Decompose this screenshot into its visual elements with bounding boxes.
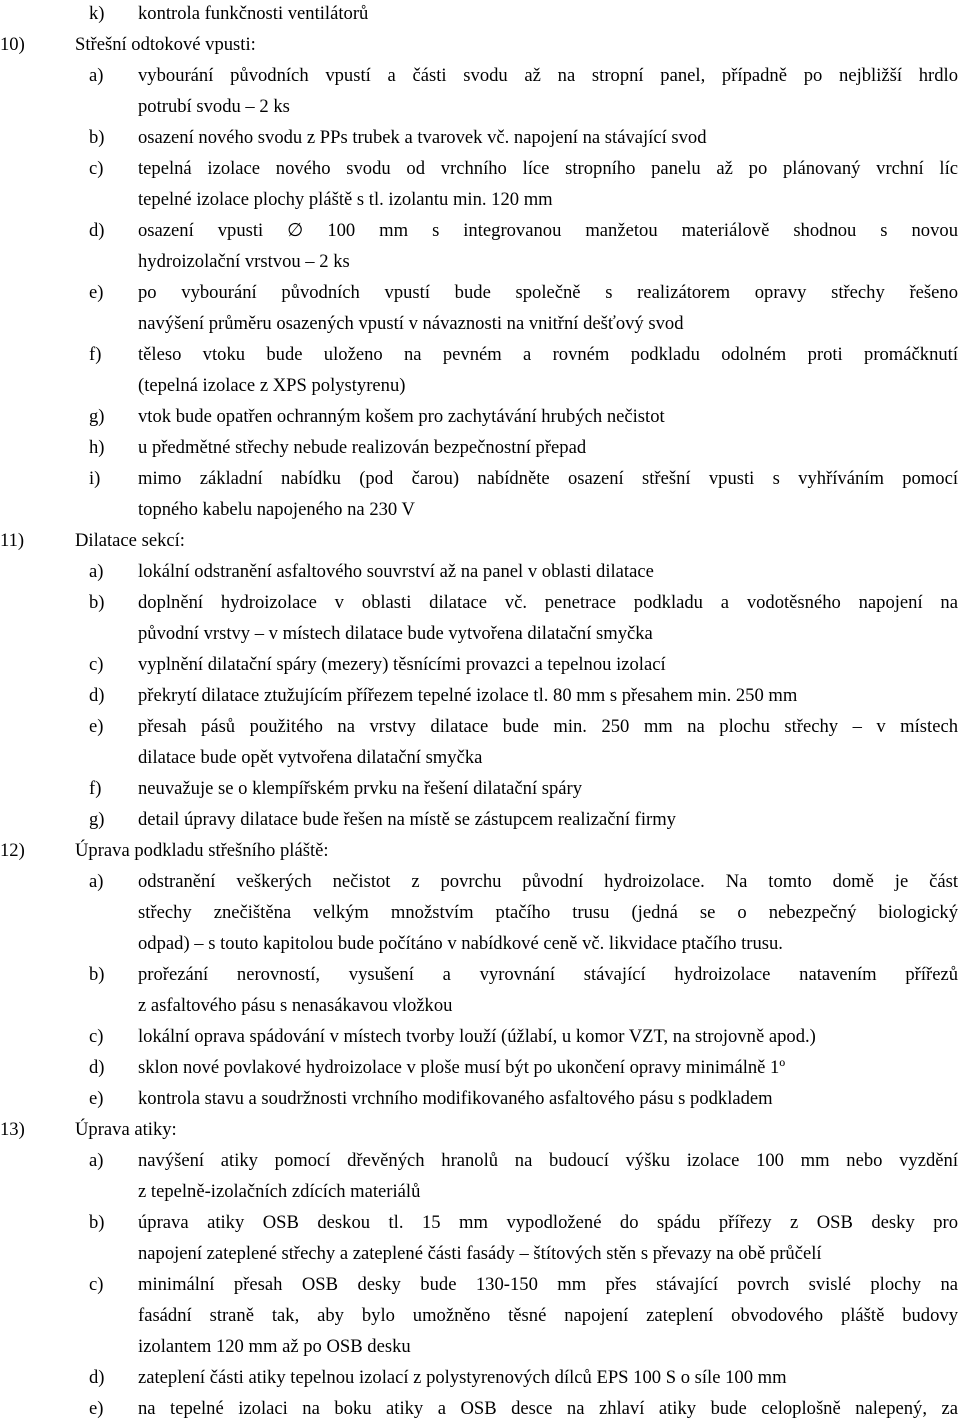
list-item-continuation bbox=[0, 91, 960, 122]
item-text: z asfaltového pásu s nenasákavou vložkou bbox=[138, 995, 453, 1016]
list-item-continuation bbox=[0, 1300, 960, 1331]
item-text: lokální oprava spádování v místech tvorby louží (úžlabí, u komor VZT, na strojovně apod.) bbox=[138, 1026, 816, 1047]
item-letter: c) bbox=[89, 158, 104, 179]
list-item-continuation bbox=[0, 184, 960, 215]
item-text: překrytí dilatace ztužujícím přířezem tepelné izolace tl. 80 mm s přesahem min. 250 mm bbox=[138, 685, 798, 706]
list-item bbox=[0, 1393, 960, 1424]
item-letter: b) bbox=[89, 1212, 105, 1233]
item-text: prořezání nerovností, vysušení a vyrovnání stávající hydroizolace natavením přířezů bbox=[138, 964, 958, 985]
item-text: z tepelně-izolačních zdících materiálů bbox=[138, 1181, 421, 1202]
list-item-continuation bbox=[0, 370, 960, 401]
list-item bbox=[0, 711, 960, 742]
item-text: původní vrstvy – v místech dilatace bude vytvořena dilatační smyčka bbox=[138, 623, 653, 644]
item-text: detail úpravy dilatace bude řešen na místě se zástupcem realizační firmy bbox=[138, 809, 676, 830]
list-item-continuation bbox=[0, 928, 960, 959]
item-text: topného kabelu napojeného na 230 V bbox=[138, 499, 415, 520]
list-item bbox=[0, 1362, 960, 1393]
list-item bbox=[0, 1269, 960, 1300]
list-item bbox=[0, 959, 960, 990]
item-letter: c) bbox=[89, 1274, 104, 1295]
list-item-continuation bbox=[0, 990, 960, 1021]
item-letter: g) bbox=[89, 809, 105, 830]
list-item bbox=[0, 463, 960, 494]
list-item bbox=[0, 680, 960, 711]
item-text: tepelná izolace nového svodu od vrchního líce stropního panelu až po plánovaný vrchní líc bbox=[138, 158, 958, 179]
item-letter: e) bbox=[89, 282, 104, 303]
item-letter: k) bbox=[89, 3, 105, 24]
item-letter: b) bbox=[89, 592, 105, 613]
section-heading bbox=[0, 29, 960, 60]
item-text: střechy znečištěna velkým množstvím ptačího trusu (jedná se o nebezpečný biologický bbox=[138, 902, 958, 923]
item-letter: i) bbox=[89, 468, 101, 489]
list-item-continuation bbox=[0, 308, 960, 339]
list-item-continuation bbox=[0, 1331, 960, 1362]
item-letter: b) bbox=[89, 127, 105, 148]
section-number: 13) bbox=[0, 1119, 25, 1140]
item-letter: e) bbox=[89, 716, 104, 737]
item-text: na tepelné izolaci na boku atiky a OSB desce na zhlaví atiky bude celoplošně nalepený, za bbox=[138, 1398, 958, 1419]
item-text: kontrola stavu a soudržnosti vrchního modifikovaného asfaltového pásu s podkladem bbox=[138, 1088, 773, 1109]
item-text: navýšení atiky pomocí dřevěných hranolů na budoucí výšku izolace 100 mm nebo vyzdění bbox=[138, 1150, 958, 1171]
list-item-continuation bbox=[0, 618, 960, 649]
section-number: 11) bbox=[0, 530, 25, 551]
item-text: napojení zateplené střechy a zateplené části fasády – štítových stěn s převazy na obě průčelí bbox=[138, 1243, 822, 1264]
item-letter: a) bbox=[89, 871, 104, 892]
list-item bbox=[0, 649, 960, 680]
item-text: úprava atiky OSB deskou tl. 15 mm vypodložené do spádu přířezy z OSB desky pro bbox=[138, 1212, 958, 1233]
list-item-continuation bbox=[0, 897, 960, 928]
item-text: u předmětné střechy nebude realizován bezpečnostní přepad bbox=[138, 437, 587, 458]
item-text: sklon nové povlakové hydroizolace v ploše musí být po ukončení opravy minimálně 1º bbox=[138, 1057, 786, 1078]
list-item bbox=[0, 866, 960, 897]
item-letter: e) bbox=[89, 1088, 104, 1109]
item-text: hydroizolační vrstvou – 2 ks bbox=[138, 251, 350, 272]
item-text: dilatace bude opět vytvořena dilatační smyčka bbox=[138, 747, 483, 768]
list-item bbox=[0, 339, 960, 370]
item-text: osazení vpusti ∅ 100 mm s integrovanou manžetou materiálově shodnou s novou bbox=[138, 220, 958, 241]
item-text: minimální přesah OSB desky bude 130-150 mm přes stávající povrch svislé plochy na bbox=[138, 1274, 958, 1295]
list-item bbox=[0, 773, 960, 804]
list-item bbox=[0, 432, 960, 463]
item-text: vyplnění dilatační spáry (mezery) těsnícími provazci a tepelnou izolací bbox=[138, 654, 666, 675]
list-item bbox=[0, 1145, 960, 1176]
section-title: Střešní odtokové vpusti: bbox=[75, 34, 256, 55]
item-letter: a) bbox=[89, 561, 104, 582]
list-item-continuation bbox=[0, 1238, 960, 1269]
item-letter: f) bbox=[89, 778, 102, 799]
item-letter: d) bbox=[89, 1057, 105, 1078]
item-text: tepelné izolace plochy pláště s tl. izolantu min. 120 mm bbox=[138, 189, 553, 210]
item-text: kontrola funkčnosti ventilátorů bbox=[138, 3, 369, 24]
item-text: přesah pásů použitého na vrstvy dilatace bude min. 250 mm na plochu střechy – v místech bbox=[138, 716, 958, 737]
item-letter: b) bbox=[89, 964, 105, 985]
list-item bbox=[0, 122, 960, 153]
item-text: izolantem 120 mm až po OSB desku bbox=[138, 1336, 411, 1357]
list-item bbox=[0, 1083, 960, 1114]
section-number: 12) bbox=[0, 840, 25, 861]
item-text: neuvažuje se o klempířském prvku na řešení dilatační spáry bbox=[138, 778, 583, 799]
item-text: těleso vtoku bude uloženo na pevném a rovném podkladu odolném proti promáčknutí bbox=[138, 344, 958, 365]
item-text: odstranění veškerých nečistot z povrchu původní hydroizolace. Na tomto domě je část bbox=[138, 871, 958, 892]
list-item-continuation bbox=[0, 246, 960, 277]
item-text: zateplení části atiky tepelnou izolací z polystyrenových dílců EPS 100 S o síle 100 mm bbox=[138, 1367, 787, 1388]
item-text: (tepelná izolace z XPS polystyrenu) bbox=[138, 375, 406, 396]
item-letter: c) bbox=[89, 654, 104, 675]
item-text: vtok bude opatřen ochranným košem pro zachytávání hrubých nečistot bbox=[138, 406, 665, 427]
item-letter: f) bbox=[89, 344, 102, 365]
item-letter: a) bbox=[89, 65, 104, 86]
item-text: po vybourání původních vpustí bude společně s realizátorem opravy střechy řešeno bbox=[138, 282, 958, 303]
list-item bbox=[0, 153, 960, 184]
section-heading bbox=[0, 525, 960, 556]
item-text: osazení nového svodu z PPs trubek a tvarovek vč. napojení na stávající svod bbox=[138, 127, 707, 148]
list-item bbox=[0, 277, 960, 308]
item-letter: d) bbox=[89, 685, 105, 706]
item-letter: e) bbox=[89, 1398, 104, 1419]
item-letter: c) bbox=[89, 1026, 104, 1047]
list-item-continuation bbox=[0, 742, 960, 773]
item-text: fasádní straně tak, aby bylo umožněno těsné napojení zateplení obvodového pláště budovy bbox=[138, 1305, 958, 1326]
section-number: 10) bbox=[0, 34, 25, 55]
list-item bbox=[0, 804, 960, 835]
section-title: Úprava atiky: bbox=[75, 1119, 177, 1140]
item-text: vybourání původních vpustí a části svodu až na stropní panel, případně po nejbližší hrdlo bbox=[138, 65, 958, 86]
item-text: navýšení průměru osazených vpustí v návaznosti na vnitřní dešťový svod bbox=[138, 313, 684, 334]
item-letter: d) bbox=[89, 220, 105, 241]
list-item bbox=[0, 0, 960, 29]
section-title: Dilatace sekcí: bbox=[75, 530, 185, 551]
item-letter: h) bbox=[89, 437, 105, 458]
list-item-continuation bbox=[0, 1176, 960, 1207]
item-text: odpad) – s touto kapitolou bude počítáno v nabídkové ceně vč. likvidace ptačího trusu. bbox=[138, 933, 783, 954]
item-letter: g) bbox=[89, 406, 105, 427]
item-letter: d) bbox=[89, 1367, 105, 1388]
list-item bbox=[0, 60, 960, 91]
item-text: doplnění hydroizolace v oblasti dilatace vč. penetrace podkladu a vodotěsného napojení na bbox=[138, 592, 958, 613]
list-item bbox=[0, 401, 960, 432]
item-text: lokální odstranění asfaltového souvrství až na panel v oblasti dilatace bbox=[138, 561, 654, 582]
list-item-continuation bbox=[0, 494, 960, 525]
item-text: mimo základní nabídku (pod čarou) nabídněte osazení střešní vpusti s vyhříváním pomocí bbox=[138, 468, 958, 489]
section-heading bbox=[0, 835, 960, 866]
list-item bbox=[0, 1052, 960, 1083]
list-item bbox=[0, 1207, 960, 1238]
item-letter: a) bbox=[89, 1150, 104, 1171]
list-item bbox=[0, 556, 960, 587]
section-title: Úprava podkladu střešního pláště: bbox=[75, 840, 329, 861]
item-text: potrubí svodu – 2 ks bbox=[138, 96, 290, 117]
list-item bbox=[0, 1021, 960, 1052]
list-item bbox=[0, 587, 960, 618]
list-item bbox=[0, 215, 960, 246]
section-heading bbox=[0, 1114, 960, 1145]
